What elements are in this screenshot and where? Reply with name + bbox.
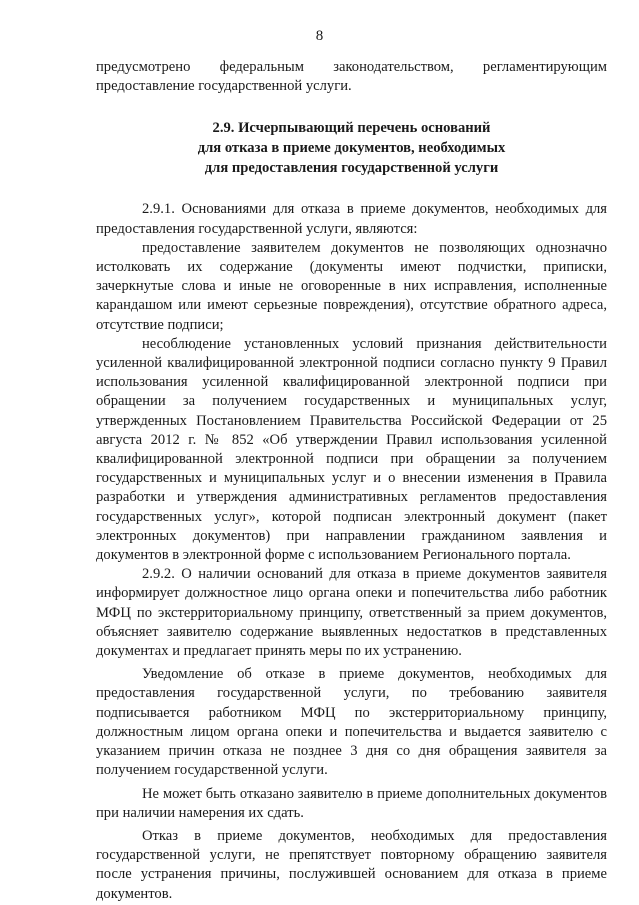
heading-line: 2.9. Исчерпывающий перечень оснований — [212, 120, 491, 137]
paragraph-additional: Не может быть отказано заявителю в приеме дополнительных документов при наличии намерения их сдать. — [96, 785, 607, 821]
paragraph-ground-1: предоставление заявителем документов не позволяющих однозначно истолковать их содержание (документы имеют подчистки, приписки, зачеркнутые слова и иные не оговоренные в них исправления, исполненные карандашом или имеют серьезные повреждения), отсутствие обратного адреса, отсутствие подписи; — [96, 239, 607, 333]
paragraph-2-9-2: 2.9.2. О наличии оснований для отказа в приеме документов заявителя информирует должностное лицо органа опеки и попечительства либо работник МФЦ по экстерриториальному принципу, ответственный за прием документов, объясняет заявителю содержание выявленных недостатков в представленных документах и предлагает принять меры по их устранению. — [96, 566, 607, 660]
heading-line: для предоставления государственной услуги — [204, 160, 499, 177]
intro-paragraph: предусмотрено федеральным законодательством, регламентирующим предоставление государственной услуги. — [96, 59, 607, 95]
paragraph-ground-2: несоблюдение установленных условий признания действительности усиленной квалифицированной электронной подписи согласно пункту 9 Правил использования усиленной квалифицированной электронной подписи при обращении за получением государственных и муниципальных услуг, утвержденных Постановлением Правительства Российской Федерации от 25 августа 2012 г. № 852 «Об утверждении Правил использования усиленной квалифицированной электронной подписи при обращении за получением государственных и муниципальных услуг и о внесении изменения в Правила разработки и утверждения административных регламентов предоставления государственных услуг», которой подписан электронный документ (пакет электронных документов) при направлении гражданином заявления и документов в электронной форме с использованием Регионального портала. — [96, 335, 607, 564]
paragraph-2-9-1: 2.9.1. Основаниями для отказа в приеме документов, необходимых для предоставления государственной услуги, являются: — [96, 201, 607, 237]
document-body — [96, 58, 607, 904]
paragraph-refusal: Отказ в приеме документов, необходимых для предоставления государственной услуги, не препятствует повторному обращению заявителя после устранения причины, послужившей основанием для отказа в приеме документов. — [96, 827, 607, 902]
heading-line: для отказа в приеме документов, необходимых — [197, 140, 506, 157]
page-number: 8 — [315, 28, 324, 44]
paragraph-notice: Уведомление об отказе в приеме документов, необходимых для предоставления государственной услуги, по требованию заявителя подписывается работником МФЦ по экстерриториальному принципу, должностным лицом органа опеки и попечительства и выдается заявителю с указанием причин отказа не позднее 3 дня со дня обращения заявителя за получением государственной услуги. — [96, 666, 607, 779]
section-heading — [96, 118, 607, 178]
